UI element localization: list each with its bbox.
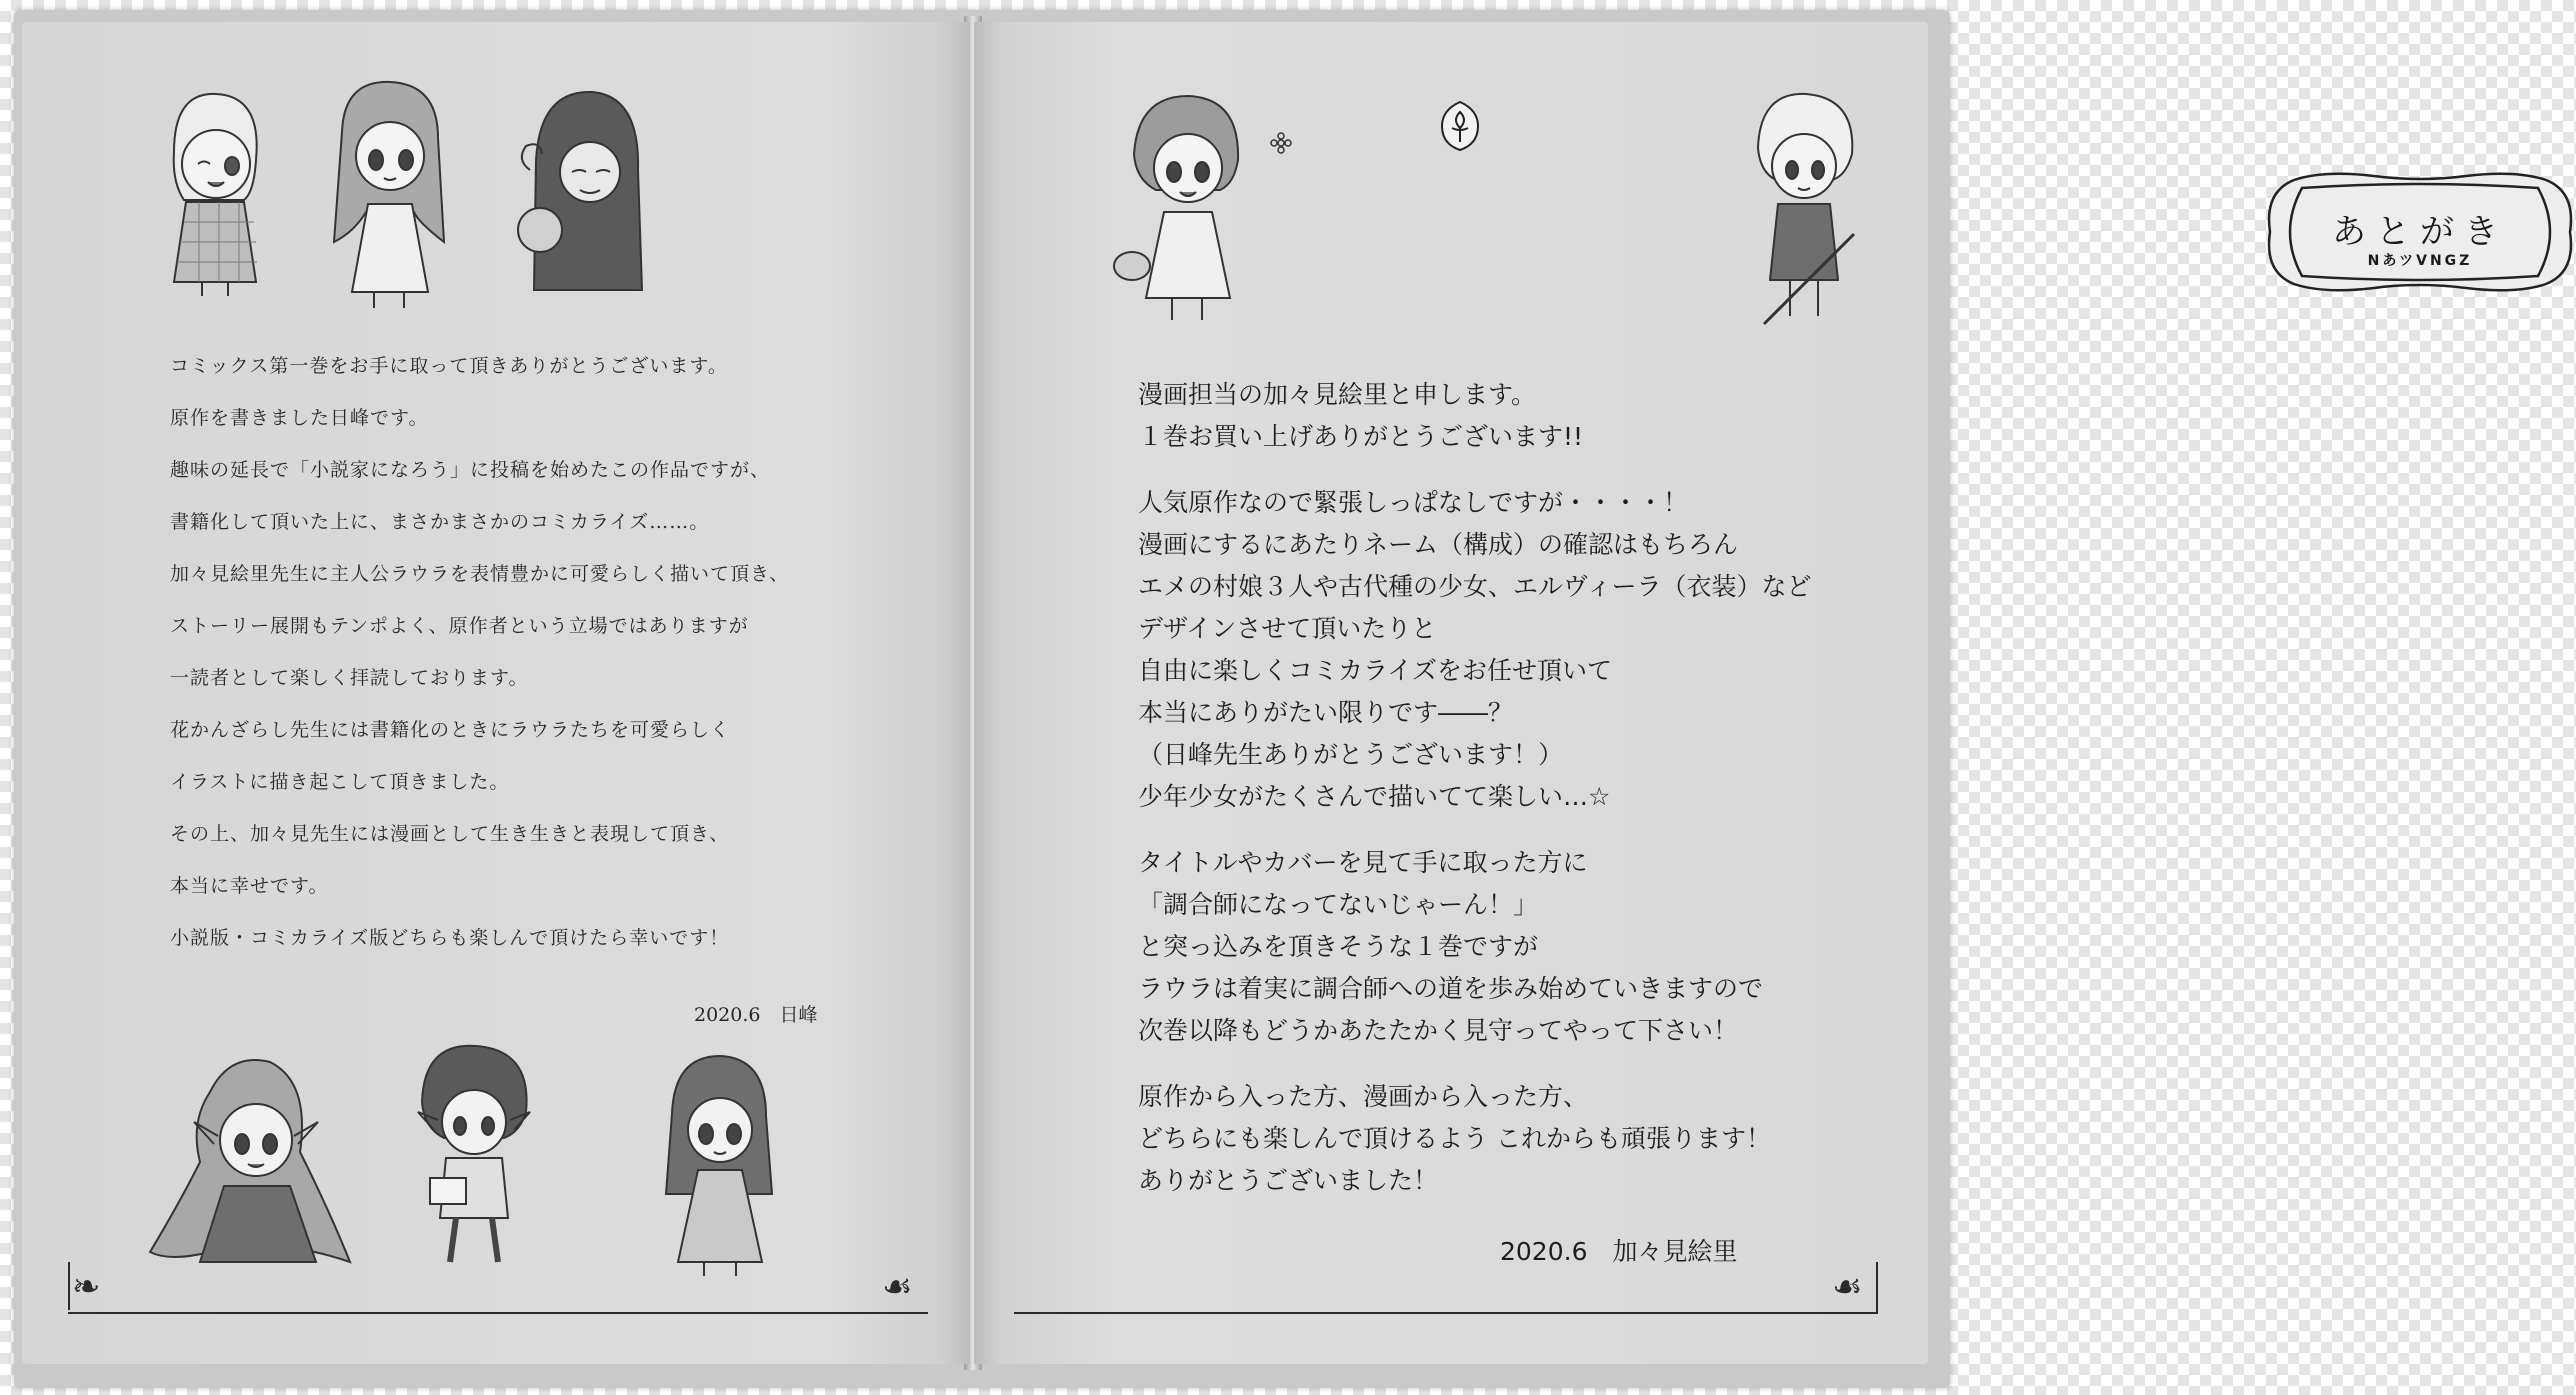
right-line: 「調合師になってないじゃーん！」 bbox=[1138, 890, 1539, 919]
swirl-ornament-icon: ❧ bbox=[72, 1267, 101, 1307]
chibi-elf-woman-illustration bbox=[140, 1052, 370, 1282]
chibi-boy-reading-book-illustration bbox=[394, 1032, 554, 1277]
right-line: デザインさせて頂いたりと bbox=[1138, 614, 1437, 643]
author-signature: 2020.6 日峰 bbox=[694, 1004, 818, 1026]
fleur-crest-icon bbox=[1438, 100, 1482, 152]
right-line: 原作から入った方、漫画から入った方、 bbox=[1138, 1082, 1589, 1111]
chibi-boy-with-stick-illustration bbox=[1734, 84, 1874, 334]
left-line: 趣味の延長で「小説家になろう」に投稿を始めたこの作品ですが、 bbox=[170, 459, 771, 481]
left-line: 花かんざらし先生には書籍化のときにラウラたちを可愛らしく bbox=[170, 719, 731, 741]
left-line: その上、加々見先生には漫画として生き生きと表現して頂き、 bbox=[170, 823, 730, 845]
right-line: 少年少女がたくさんで描いてて楽しい…☆ bbox=[1138, 782, 1611, 811]
left-page bbox=[22, 22, 970, 1364]
right-line: どちらにも楽しんで頂けるよう これからも頑張ります！ bbox=[1138, 1124, 1771, 1153]
afterword-artist-text bbox=[1138, 374, 1898, 1202]
right-line-gap bbox=[1138, 458, 1898, 482]
left-line: 原作を書きました日峰です。 bbox=[170, 407, 429, 429]
chibi-hooded-elder-illustration bbox=[500, 80, 660, 305]
artist-signature: 2020.6 加々見絵里 bbox=[1500, 1237, 1738, 1266]
right-line-gap bbox=[1138, 818, 1898, 842]
right-line: 人気原作なので緊張しっぱなしですが・・・・！ bbox=[1138, 488, 1689, 517]
right-line: 漫画にするにあたりネーム（構成）の確認はもちろん bbox=[1138, 530, 1739, 559]
left-line: 書籍化して頂いた上に、まさかまさかのコミカライズ……。 bbox=[170, 511, 710, 533]
afterword-author-text bbox=[170, 340, 890, 964]
chibi-girl-dress-illustration bbox=[644, 1044, 794, 1284]
frame-border-line bbox=[68, 1312, 928, 1314]
left-line: 小説版・コミカライズ版どちらも楽しんで頂けたら幸いです！ bbox=[170, 927, 730, 949]
frame-border-line bbox=[1014, 1312, 1876, 1314]
left-line: コミックス第一巻をお手に取って頂きありがとうございます。 bbox=[170, 355, 728, 377]
right-line-gap bbox=[1138, 1052, 1898, 1076]
right-line: ラウラは着実に調合師への道を歩み始めていきますので bbox=[1138, 974, 1764, 1003]
left-line: 一読者として楽しく拝読しております。 bbox=[170, 667, 529, 689]
frame-border-line bbox=[68, 1262, 70, 1310]
right-line: と突っ込みを頂きそうな１巻ですが bbox=[1138, 932, 1539, 961]
swirl-ornament-icon: ☙ bbox=[1832, 1267, 1863, 1307]
chibi-girl-winking-illustration bbox=[144, 82, 284, 302]
right-line: 自由に楽しくコミカライズをお任せ頂いて bbox=[1138, 656, 1613, 685]
chibi-girl-with-basket-illustration bbox=[1112, 84, 1262, 334]
right-line: 次巻以降もどうかあたたかく見守ってやって下さい！ bbox=[1138, 1016, 1739, 1045]
left-line: 加々見絵里先生に主人公ラウラを表情豊かに可愛らしく描いて頂き、 bbox=[170, 563, 790, 585]
left-line: ストーリー展開もテンポよく、原作者という立場ではありますが bbox=[170, 615, 749, 637]
flower-ornament-icon bbox=[1270, 132, 1292, 154]
swirl-ornament-icon: ☙ bbox=[882, 1267, 913, 1307]
right-line: （日峰先生ありがとうございます！） bbox=[1138, 740, 1564, 769]
left-line: 本当に幸せです。 bbox=[170, 875, 329, 897]
frame-border-line bbox=[1876, 1262, 1878, 1314]
right-page bbox=[974, 22, 2508, 1364]
chibi-girl-long-hair-illustration bbox=[314, 72, 464, 317]
right-line: タイトルやカバーを見て手に取った方に bbox=[1138, 848, 1588, 877]
afterword-subtitle: NあツVNGZ bbox=[2367, 253, 2473, 269]
right-line: １巻お買い上げありがとうございます!! bbox=[1138, 422, 1584, 451]
afterword-title: あとがき bbox=[2332, 212, 2508, 252]
right-line: エメの村娘３人や古代種の少女、エルヴィーラ（衣装）など bbox=[1138, 572, 1812, 601]
right-line: ありがとうございました！ bbox=[1138, 1166, 1439, 1195]
afterword-title-plaque bbox=[2264, 172, 2576, 292]
right-line: 本当にありがたい限りです――？ bbox=[1138, 698, 1514, 727]
left-line: イラストに描き起こして頂きました。 bbox=[170, 771, 510, 793]
right-line: 漫画担当の加々見絵里と申します。 bbox=[1138, 380, 1537, 409]
